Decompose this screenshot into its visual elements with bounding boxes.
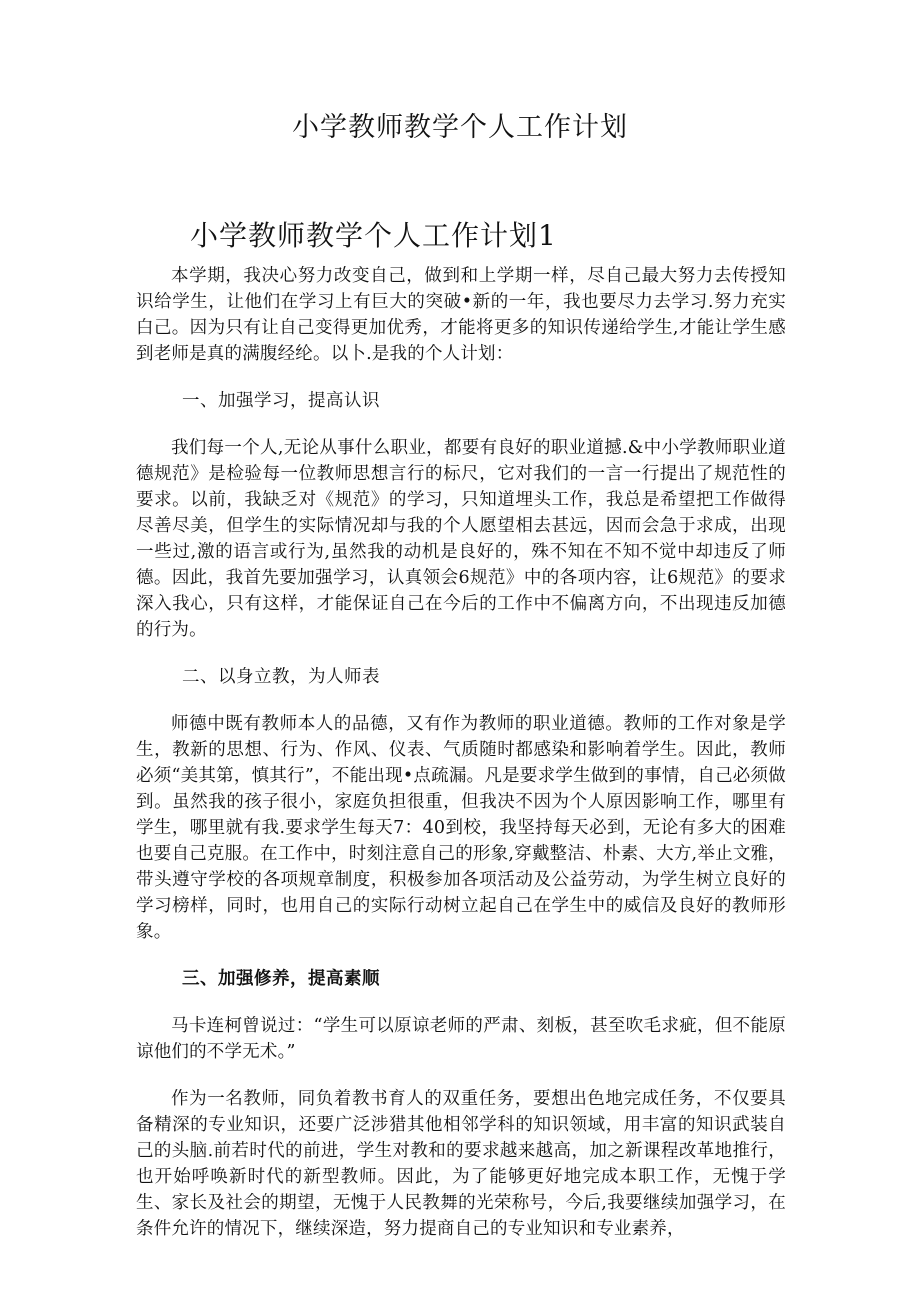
section2-paragraph: 师德中既有教师本人的品德，又有作为教师的职业道德。教师的工作对象是学生，教新的思想、行为、作风、仪表、气质随时都感染和影响着学生。因此，教师必须“美其第，慎其行”，不能出现•点疏漏。凡是要求学生做到的事情，自己必须做到。虽然我的孩子很小，家庭负担很重，但我决不因为个人原因影响工作，哪里有学生，哪里就有我.要求学生每天7：40到校，我坚持每天必到，无论有多大的困难也要自己克服。在工作中，时刻注意自己的形象,穿戴整洁、朴素、大方,举止文雅，带头遵守学校的各项规章制度，积极参加各项活动及公益劳动，为学生树立良好的学习榜样，同时，也用自己的实际行动树立起自己在学生中的威信及良好的教师形象。 (136, 714, 786, 942)
section1-paragraph: 我们每一个人,无论从事什么职业，都要有良好的职业道撼.&中小学教师职业道德规范》是检验每一位教师思想言行的标尺，它对我们的一言一行提出了规范性的要求。以前，我缺乏对《规范》的学习，只知道埋头工作，我总是希望把工作做得尽善尽美，但学生的实际情况却与我的个人愿望相去甚远，因而会急于求成，出现一些过,激的语言或行为,虽然我的动机是良好的，殊不知在不知不觉中却违反了师德。因此，我首先要加强学习，认真领会6规范》中的各项内容，让6规范》的要求深入我心，只有这样，才能保证自己在今后的工作中不偏离方向，不出现违反加德的行为。 (136, 438, 786, 640)
document-title: 小学教师教学个人工作计划 (292, 112, 628, 143)
section-title: 小学教师教学个人工作计划1 (190, 219, 557, 252)
section1-heading: 一、加强学习，提高认识 (182, 391, 380, 411)
section2-heading: 二、以身立教，为人师表 (182, 667, 380, 687)
intro-paragraph: 本学期，我决心努力改变自己，做到和上学期一样，尽自己最大努力去传授知识给学生，让他们在学习上有巨大的突破•新的一年，我也要尽力去学习.努力充实白己。因为只有让自己变得更加优秀，才能将更多的知识传递给学生,才能让学生感到老师是真的满腹经纶。以卜.是我的个人计划： (136, 266, 786, 364)
section3-paragraph-1: 马卡连柯曾说过：“学生可以原谅老师的严肃、刻板，甚至吹毛求疵，但不能原谅他们的不学无术。” (136, 1016, 786, 1062)
section3-paragraph-2: 作为一名教师，同负着教书育人的双重任务，要想出色地完成任务，不仅要具备精深的专业知识，还要广泛涉猎其他相邻学科的知识领域，用丰富的知识武装自己的头脑.前若时代的前进，学生对教和的要求越来越高，加之新课程改革地推行，也开始呼唤新时代的新型教师。因此，为了能够更好地完成本职工作，无愧于学生、家长及社会的期望，无愧于人民教舞的光荣称号，今后,我要继续加强学习，在条件允许的情况下，继续深造，努力提商自己的专业知识和专业素养， (136, 1089, 786, 1239)
document-body (136, 263, 786, 1263)
section3-heading: 三、加强修养，提高素顺 (182, 969, 380, 989)
